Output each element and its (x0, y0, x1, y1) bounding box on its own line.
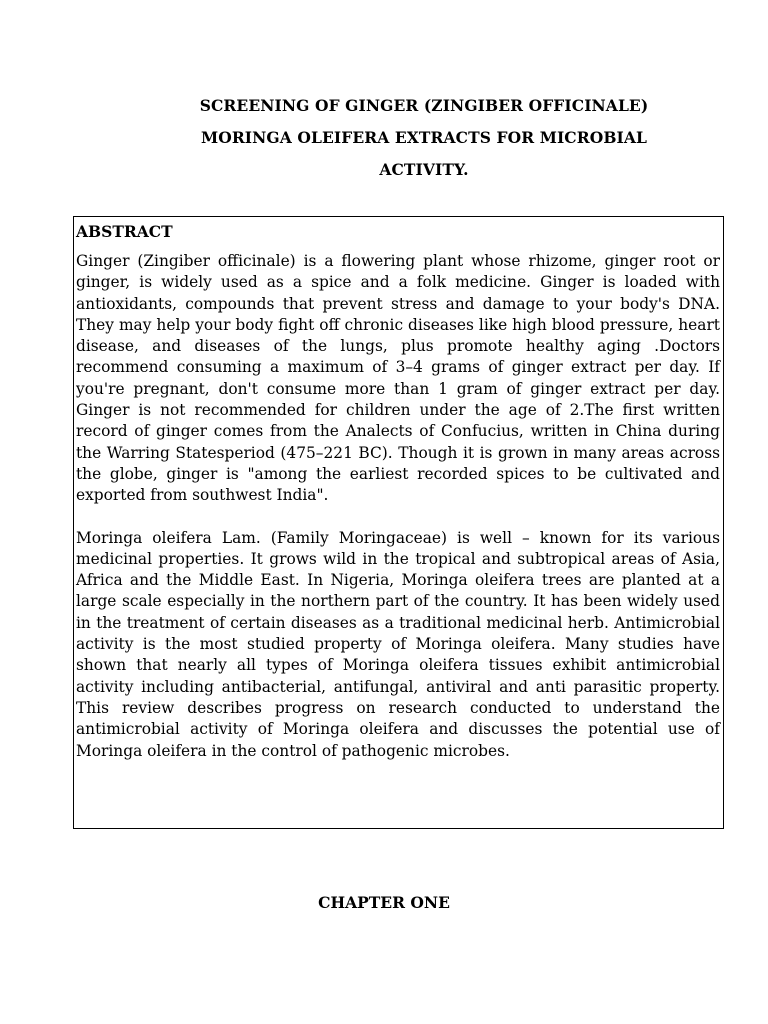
title-line: ACTIVITY. (379, 160, 469, 179)
title-line: MORINGA OLEIFERA EXTRACTS FOR MICROBIAL (200, 128, 648, 147)
abstract-paragraph: Moringa oleifera Lam. (Family Moringaceae) is well – known for its various medicinal properties. It grows wild in the tropical and subtropical areas of Asia, Africa and the Middle East. In Nigeria, Moringa oleifera trees are planted at a large scale especially in the northern part of the country. It has been widely used in the treatment of certain diseases as a traditional medicinal herb. Antimicrobial activity is the most studied property of Moringa oleifera. Many studies have shown that nearly all types of Moringa oleifera tissues exhibit antimicrobial activity including antibacterial, antifungal, antiviral and anti parasitic property. This review describes progress on research conducted to understand the antimicrobial activity of Moringa oleifera and discusses the potential use of Moringa oleifera in the control of pathogenic microbes. (76, 528, 720, 760)
abstract-box (73, 216, 724, 829)
document-title (120, 90, 728, 186)
abstract-paragraph: Ginger (Zingiber officinale) is a flowering plant whose rhizome, ginger root or ginger, is widely used as a spice and a folk medicine. Ginger is loaded with antioxidants, compounds that prevent stress and damage to your body's DNA. They may help your body fight off chronic diseases like high blood pressure, heart disease, and diseases of the lungs, plus promote healthy aging .Doctors recommend consuming a maximum of 3–4 grams of ginger extract per day. If you're pregnant, don't consume more than 1 gram of ginger extract per day. Ginger is not recommended for children under the age of 2.The first written record of ginger comes from the Analects of Confucius, written in China during the Warring Statesperiod (475–221 BC). Though it is grown in many areas across the globe, ginger is "among the earliest recorded spices to be cultivated and exported from southwest India". (76, 252, 720, 505)
title-line: SCREENING OF GINGER (ZINGIBER OFFICINALE) (199, 96, 649, 115)
abstract-heading: ABSTRACT (76, 222, 173, 241)
chapter-heading: CHAPTER ONE (318, 893, 450, 912)
